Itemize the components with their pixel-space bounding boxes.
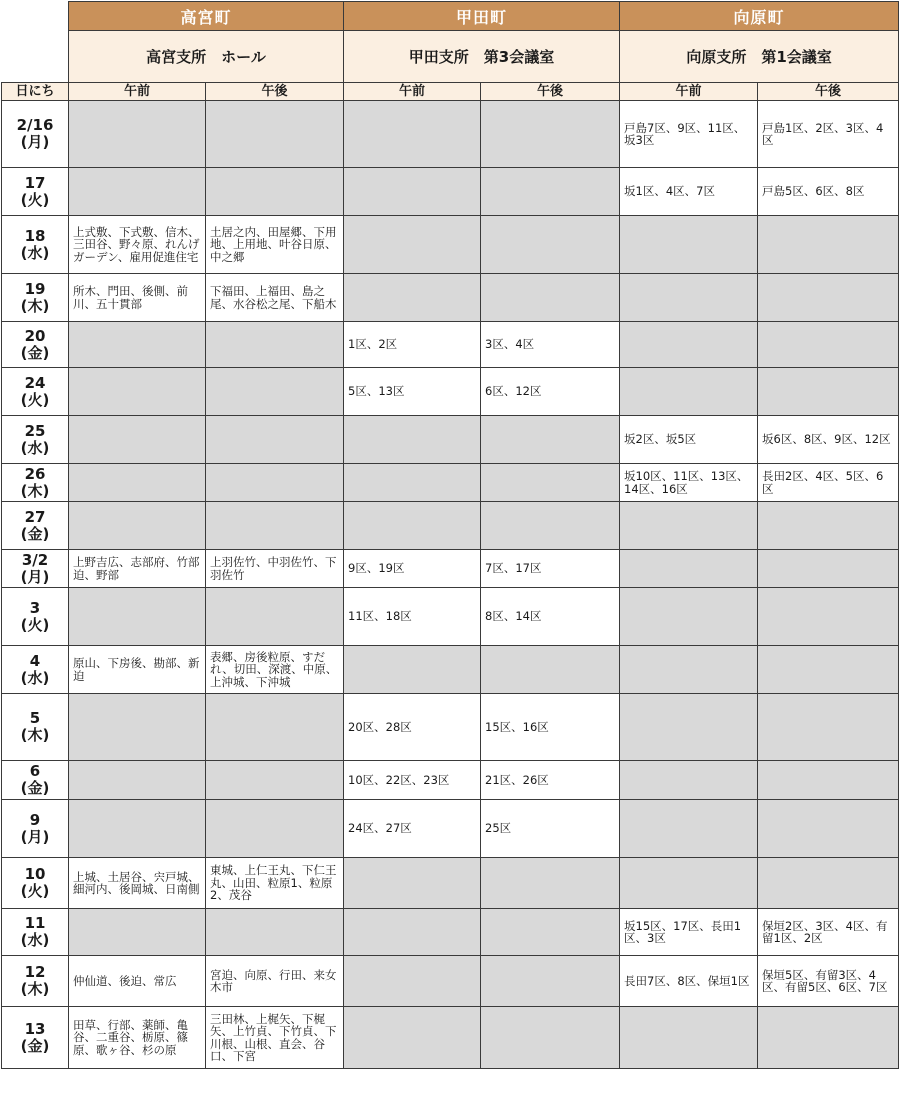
empty-slot xyxy=(206,168,344,216)
empty-slot xyxy=(344,274,481,322)
date-cell xyxy=(2,168,69,216)
empty-slot xyxy=(620,322,758,368)
district-cell: 上式敷、下式敷、信木、三田谷、野々原、れんげガーデン、雇用促進住宅 xyxy=(69,216,206,274)
pm-header: 午後 xyxy=(758,83,899,101)
district-cell: 坂15区、17区、長田1区、3区 xyxy=(620,909,758,956)
empty-slot xyxy=(344,502,481,550)
date-cell xyxy=(2,800,69,858)
district-cell: 9区、19区 xyxy=(344,550,481,588)
date-weekday: (月) xyxy=(20,133,50,151)
table-row xyxy=(2,909,899,956)
empty-slot xyxy=(69,502,206,550)
empty-slot xyxy=(758,274,899,322)
empty-slot xyxy=(481,416,620,464)
district-cell: 24区、27区 xyxy=(344,800,481,858)
district-cell: 東城、上仁王丸、下仁王丸、山田、粒原1、粒原2、茂谷 xyxy=(206,858,344,909)
district-cell: 8区、14区 xyxy=(481,588,620,646)
header-corner-2 xyxy=(2,31,69,83)
table-row xyxy=(2,800,899,858)
empty-slot xyxy=(481,858,620,909)
empty-slot xyxy=(481,956,620,1007)
date-weekday: (月) xyxy=(20,567,50,586)
table-row xyxy=(2,761,899,800)
empty-slot xyxy=(758,322,899,368)
empty-slot xyxy=(69,694,206,761)
town-header-takamiya: 高宮町 xyxy=(69,2,344,31)
date-cell xyxy=(2,550,69,588)
am-header: 午前 xyxy=(69,83,206,101)
date-day: 18 xyxy=(24,226,46,245)
empty-slot xyxy=(481,101,620,168)
date-cell xyxy=(2,646,69,694)
empty-slot xyxy=(758,588,899,646)
district-cell: 10区、22区、23区 xyxy=(344,761,481,800)
empty-slot xyxy=(481,274,620,322)
date-cell xyxy=(2,761,69,800)
table-row xyxy=(2,588,899,646)
empty-slot xyxy=(206,909,344,956)
table-row xyxy=(2,956,899,1007)
district-cell: 戸島7区、9区、11区、坂3区 xyxy=(620,101,758,168)
empty-slot xyxy=(481,1007,620,1069)
empty-slot xyxy=(69,909,206,956)
empty-slot xyxy=(620,502,758,550)
empty-slot xyxy=(344,1007,481,1069)
date-cell xyxy=(2,416,69,464)
date-weekday: (火) xyxy=(20,882,50,900)
empty-slot xyxy=(69,588,206,646)
table-row xyxy=(2,694,899,761)
district-cell: 坂6区、8区、9区、12区 xyxy=(758,416,899,464)
subheader-row xyxy=(2,83,899,101)
date-cell xyxy=(2,858,69,909)
empty-slot xyxy=(481,464,620,502)
district-cell: 上野吉広、志部府、竹部迫、野部 xyxy=(69,550,206,588)
header-corner xyxy=(2,2,69,31)
empty-slot xyxy=(620,216,758,274)
district-cell: 11区、18区 xyxy=(344,588,481,646)
table-row xyxy=(2,322,899,368)
district-cell: 7区、17区 xyxy=(481,550,620,588)
date-cell xyxy=(2,502,69,550)
date-cell xyxy=(2,101,69,168)
district-cell: 上城、土居谷、宍戸城、細河内、後岡城、日南側 xyxy=(69,858,206,909)
date-cell xyxy=(2,909,69,956)
empty-slot xyxy=(620,761,758,800)
district-cell: 坂2区、坂5区 xyxy=(620,416,758,464)
empty-slot xyxy=(344,464,481,502)
table-row xyxy=(2,368,899,416)
district-cell: 21区、26区 xyxy=(481,761,620,800)
date-day: 5 xyxy=(29,709,41,727)
date-day: 19 xyxy=(24,279,46,298)
empty-slot xyxy=(344,858,481,909)
venue-mukaihara: 向原支所 第1会議室 xyxy=(620,31,899,83)
date-column-header: 日にち xyxy=(2,83,69,101)
date-cell xyxy=(2,1007,69,1069)
date-day: 3/2 xyxy=(21,550,49,569)
town-header-row xyxy=(2,2,899,31)
district-cell: 土居之内、田屋郷、下用地、上用地、叶谷日原、中之郷 xyxy=(206,216,344,274)
empty-slot xyxy=(758,646,899,694)
date-day: 10 xyxy=(24,865,46,883)
schedule-table xyxy=(1,1,899,1069)
district-cell: 長田7区、8区、保垣1区 xyxy=(620,956,758,1007)
district-cell: 戸島5区、6区、8区 xyxy=(758,168,899,216)
date-weekday: (金) xyxy=(20,524,50,543)
table-row xyxy=(2,216,899,274)
empty-slot xyxy=(344,101,481,168)
date-weekday: (金) xyxy=(20,1036,50,1055)
empty-slot xyxy=(344,909,481,956)
date-day: 20 xyxy=(24,326,46,345)
date-weekday: (木) xyxy=(20,980,50,998)
table-row xyxy=(2,168,899,216)
empty-slot xyxy=(620,368,758,416)
district-cell: 仲仙道、後迫、常広 xyxy=(69,956,206,1007)
empty-slot xyxy=(69,416,206,464)
district-cell: 坂10区、11区、13区、14区、16区 xyxy=(620,464,758,502)
district-cell: 25区 xyxy=(481,800,620,858)
district-cell: 長田2区、4区、5区、6区 xyxy=(758,464,899,502)
district-cell: 坂1区、4区、7区 xyxy=(620,168,758,216)
district-cell: 田草、行部、薬師、亀谷、二重谷、栃原、篠原、歌ヶ谷、杉の原 xyxy=(69,1007,206,1069)
empty-slot xyxy=(758,368,899,416)
empty-slot xyxy=(69,800,206,858)
date-day: 26 xyxy=(24,464,46,483)
empty-slot xyxy=(758,550,899,588)
district-cell: 15区、16区 xyxy=(481,694,620,761)
empty-slot xyxy=(206,761,344,800)
date-weekday: (水) xyxy=(20,668,50,687)
empty-slot xyxy=(69,101,206,168)
date-cell xyxy=(2,368,69,416)
empty-slot xyxy=(344,416,481,464)
town-header-mukaihara: 向原町 xyxy=(620,2,899,31)
empty-slot xyxy=(206,694,344,761)
date-weekday: (木) xyxy=(20,296,50,315)
pm-header: 午後 xyxy=(481,83,620,101)
district-cell: 表郷、房後粒原、すだれ、切田、深渡、中原、上沖城、下沖城 xyxy=(206,646,344,694)
date-weekday: (木) xyxy=(20,481,50,500)
date-weekday: (月) xyxy=(20,827,50,846)
date-weekday: (水) xyxy=(20,438,50,457)
empty-slot xyxy=(620,1007,758,1069)
date-weekday: (金) xyxy=(20,779,50,797)
date-day: 6 xyxy=(29,762,41,780)
date-day: 24 xyxy=(24,373,46,392)
table-row xyxy=(2,502,899,550)
date-weekday: (火) xyxy=(20,190,50,209)
empty-slot xyxy=(481,909,620,956)
date-weekday: (水) xyxy=(20,243,50,262)
schedule-body xyxy=(2,101,899,1069)
table-row xyxy=(2,1007,899,1069)
table-row xyxy=(2,858,899,909)
date-cell xyxy=(2,694,69,761)
empty-slot xyxy=(69,464,206,502)
empty-slot xyxy=(69,368,206,416)
empty-slot xyxy=(620,588,758,646)
date-day: 13 xyxy=(24,1019,46,1038)
empty-slot xyxy=(206,588,344,646)
district-cell: 1区、2区 xyxy=(344,322,481,368)
empty-slot xyxy=(206,368,344,416)
district-cell: 三田林、上梶矢、下梶矢、上竹貞、下竹貞、下川根、山根、直会、谷口、下宮 xyxy=(206,1007,344,1069)
district-cell: 原山、下房後、勘部、新迫 xyxy=(69,646,206,694)
empty-slot xyxy=(206,416,344,464)
empty-slot xyxy=(758,800,899,858)
town-header-koda: 甲田町 xyxy=(344,2,620,31)
district-cell: 5区、13区 xyxy=(344,368,481,416)
empty-slot xyxy=(344,956,481,1007)
district-cell: 上羽佐竹、中羽佐竹、下羽佐竹 xyxy=(206,550,344,588)
date-day: 3 xyxy=(29,598,41,617)
district-cell: 保垣2区、3区、4区、有留1区、2区 xyxy=(758,909,899,956)
empty-slot xyxy=(206,322,344,368)
empty-slot xyxy=(481,168,620,216)
pm-header: 午後 xyxy=(206,83,344,101)
table-row xyxy=(2,274,899,322)
empty-slot xyxy=(481,502,620,550)
empty-slot xyxy=(620,274,758,322)
district-cell: 20区、28区 xyxy=(344,694,481,761)
empty-slot xyxy=(206,502,344,550)
district-cell: 所木、門田、後側、前川、五十貫部 xyxy=(69,274,206,322)
venue-header-row xyxy=(2,31,899,83)
venue-takamiya: 高宮支所 ホール xyxy=(69,31,344,83)
empty-slot xyxy=(69,168,206,216)
date-weekday: (火) xyxy=(20,615,50,634)
empty-slot xyxy=(758,694,899,761)
empty-slot xyxy=(758,761,899,800)
date-day: 25 xyxy=(24,421,46,440)
am-header: 午前 xyxy=(344,83,481,101)
district-cell: 6区、12区 xyxy=(481,368,620,416)
empty-slot xyxy=(758,216,899,274)
empty-slot xyxy=(758,858,899,909)
date-weekday: (木) xyxy=(20,726,50,744)
district-cell: 戸島1区、2区、3区、4区 xyxy=(758,101,899,168)
date-cell xyxy=(2,322,69,368)
district-cell: 保垣5区、有留3区、4区、有留5区、6区、7区 xyxy=(758,956,899,1007)
empty-slot xyxy=(69,322,206,368)
district-cell: 3区、4区 xyxy=(481,322,620,368)
district-cell: 宮迫、向原、行田、来女木市 xyxy=(206,956,344,1007)
am-header: 午前 xyxy=(620,83,758,101)
empty-slot xyxy=(620,694,758,761)
date-day: 9 xyxy=(29,810,41,829)
district-cell: 下福田、上福田、島之尾、水谷松之尾、下船木 xyxy=(206,274,344,322)
date-day: 11 xyxy=(24,914,46,932)
table-row xyxy=(2,101,899,168)
empty-slot xyxy=(344,216,481,274)
empty-slot xyxy=(344,168,481,216)
date-weekday: (水) xyxy=(20,931,50,949)
table-row xyxy=(2,464,899,502)
table-row xyxy=(2,646,899,694)
table-row xyxy=(2,416,899,464)
empty-slot xyxy=(344,646,481,694)
empty-slot xyxy=(206,101,344,168)
date-cell xyxy=(2,588,69,646)
date-day: 2/16 xyxy=(16,116,54,134)
empty-slot xyxy=(206,464,344,502)
empty-slot xyxy=(620,858,758,909)
date-weekday: (金) xyxy=(20,343,50,362)
table-row xyxy=(2,550,899,588)
date-day: 27 xyxy=(24,507,46,526)
empty-slot xyxy=(620,646,758,694)
date-cell xyxy=(2,956,69,1007)
date-day: 17 xyxy=(24,173,46,192)
date-day: 4 xyxy=(29,651,41,670)
date-cell xyxy=(2,216,69,274)
empty-slot xyxy=(620,550,758,588)
empty-slot xyxy=(481,646,620,694)
date-day: 12 xyxy=(24,963,46,981)
venue-koda: 甲田支所 第3会議室 xyxy=(344,31,620,83)
date-cell xyxy=(2,464,69,502)
empty-slot xyxy=(206,800,344,858)
empty-slot xyxy=(758,1007,899,1069)
empty-slot xyxy=(481,216,620,274)
empty-slot xyxy=(758,502,899,550)
empty-slot xyxy=(620,800,758,858)
empty-slot xyxy=(69,761,206,800)
date-weekday: (火) xyxy=(20,390,50,409)
date-cell xyxy=(2,274,69,322)
